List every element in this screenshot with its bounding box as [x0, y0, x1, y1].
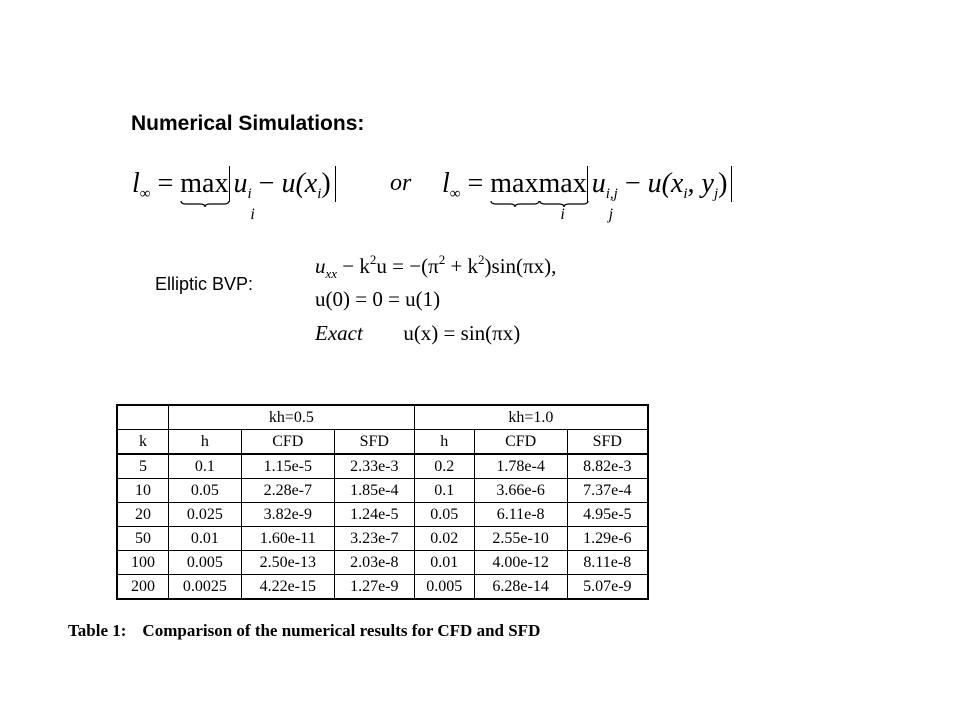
table-cell: 5 — [117, 454, 169, 479]
table-cell: 1.85e-4 — [334, 479, 414, 503]
table-cell: 2.33e-3 — [334, 454, 414, 479]
column-header: CFD — [474, 430, 567, 455]
results-table — [116, 404, 649, 600]
underbrace-icon — [539, 200, 589, 208]
table-cell: 8.11e-8 — [567, 551, 648, 575]
table-cell: 0.2 — [414, 454, 474, 479]
table-row — [117, 575, 648, 600]
abs-value: $u_i - u(x_i)$ — [229, 166, 336, 202]
table-cell: 3.82e-9 — [241, 503, 334, 527]
underbrace-icon — [180, 200, 230, 208]
table-row — [117, 551, 648, 575]
table-cell: 4.22e-15 — [241, 575, 334, 600]
column-header: k — [117, 430, 169, 455]
bvp-label: Elliptic BVP: — [155, 274, 254, 294]
table-caption — [68, 621, 540, 641]
results-table-body — [117, 405, 648, 599]
table-cell: 0.01 — [169, 527, 242, 551]
norm-formula-1d: $l_\infty = \max$ i $u_i - u(x_i)$ — [132, 166, 336, 203]
table-cell: 0.005 — [414, 575, 474, 600]
table-cell: 1.78e-4 — [474, 454, 567, 479]
caption-tag: Table 1: — [68, 621, 127, 640]
table-cell: 1.15e-5 — [241, 454, 334, 479]
table-cell: 0.0025 — [169, 575, 242, 600]
table-cell: 0.005 — [169, 551, 242, 575]
table-cell: 0.1 — [169, 454, 242, 479]
table-cell: 0.025 — [169, 503, 242, 527]
table-cell: 6.28e-14 — [474, 575, 567, 600]
table-cell: 0.05 — [169, 479, 242, 503]
table-cell: 2.50e-13 — [241, 551, 334, 575]
norm-formula-2d: $l_\infty = \max$ i max j $u_{i,j} - u(x_i$, $y_j$) — [442, 166, 732, 203]
max-operator-i: max i — [490, 168, 565, 223]
table-cell: 0.02 — [414, 527, 474, 551]
column-header: SFD — [334, 430, 414, 455]
page-title: Numerical Simulations: — [131, 112, 365, 135]
table-cell: 0.01 — [414, 551, 474, 575]
column-header: h — [414, 430, 474, 455]
table-cell: 1.29e-6 — [567, 527, 648, 551]
table-cell: 200 — [117, 575, 169, 600]
table-cell: 1.24e-5 — [334, 503, 414, 527]
table-cell: 2.55e-10 — [474, 527, 567, 551]
table-cell: 1.27e-9 — [334, 575, 414, 600]
table-column-header-row — [117, 430, 648, 455]
group-header-kh05: kh=0.5 — [169, 405, 415, 430]
max-operator-j: max j — [538, 168, 614, 223]
table-cell: 3.66e-6 — [474, 479, 567, 503]
table-cell: 20 — [117, 503, 169, 527]
table-cell: 0.05 — [414, 503, 474, 527]
column-header: SFD — [567, 430, 648, 455]
table-cell: 3.23e-7 — [334, 527, 414, 551]
table-cell: 2.03e-8 — [334, 551, 414, 575]
boundary-conditions: u(0) = 0 = u(1) — [315, 287, 441, 311]
table-cell: 4.00e-12 — [474, 551, 567, 575]
table-cell: 1.60e-11 — [241, 527, 334, 551]
max-operator: max i — [180, 168, 255, 223]
abs-value: $u_{i,j} - u(x_i$, $y_j$) — [587, 166, 733, 202]
table-corner-cell — [117, 405, 169, 430]
column-header: CFD — [241, 430, 334, 455]
caption-text: Comparison of the numerical results for CFD and SFD — [142, 621, 541, 640]
table-row — [117, 479, 648, 503]
table-cell: 10 — [117, 479, 169, 503]
table-cell: 4.95e-5 — [567, 503, 648, 527]
table-cell: 2.28e-7 — [241, 479, 334, 503]
group-header-kh10: kh=1.0 — [414, 405, 648, 430]
table-row — [117, 527, 648, 551]
connector-or: or — [390, 170, 412, 196]
underbrace-icon — [490, 200, 540, 208]
table-row — [117, 503, 648, 527]
table-cell: 7.37e-4 — [567, 479, 648, 503]
table-row — [117, 454, 648, 479]
table-cell: 8.82e-3 — [567, 454, 648, 479]
table-cell: 50 — [117, 527, 169, 551]
table-group-header-row — [117, 405, 648, 430]
exact-solution: Exact u(x) = sin(πx) — [315, 321, 521, 345]
table-cell: 6.11e-8 — [474, 503, 567, 527]
bvp-equation: $u_{xx} - k^2u = -(\pi^2 + k^2)\sin(\pi x)$, — [315, 252, 557, 281]
column-header: h — [169, 430, 242, 455]
table-cell: 5.07e-9 — [567, 575, 648, 600]
table-cell: 0.1 — [414, 479, 474, 503]
table-cell: 100 — [117, 551, 169, 575]
